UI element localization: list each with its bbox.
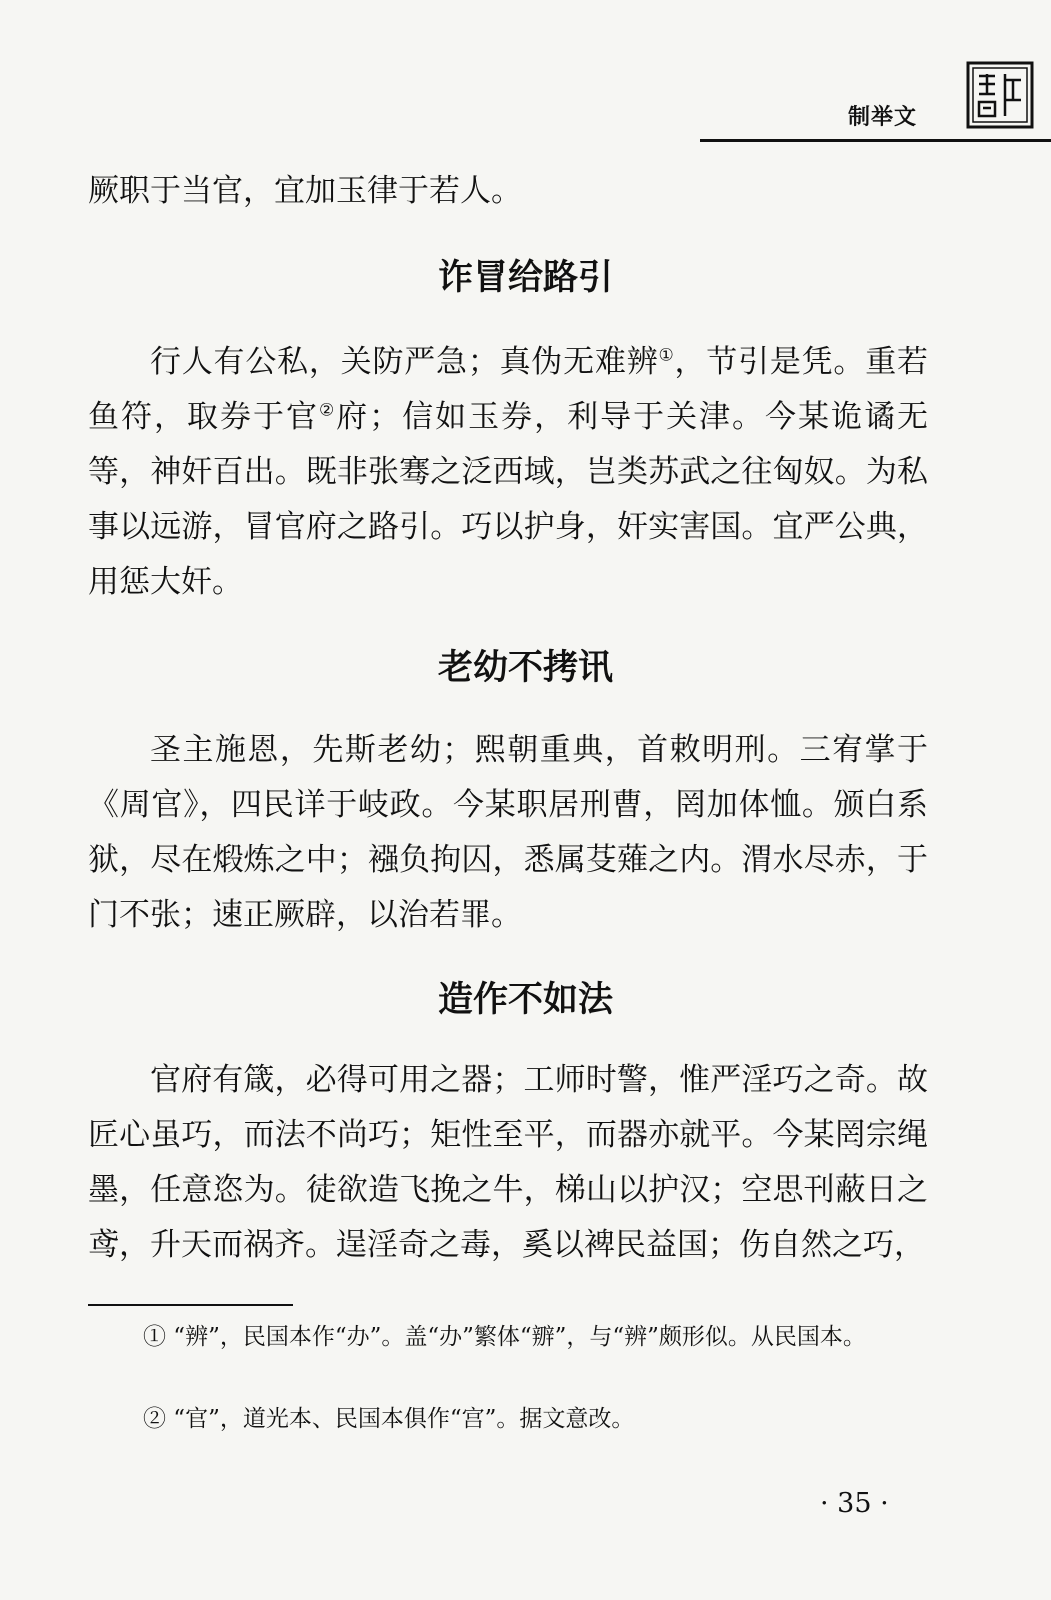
footnote-1: ① “辨”，民国本作“办”。盖“办”繁体“辧”，与“辨”颇形似。从民国本。 — [143, 1324, 866, 1350]
footnote-marker-2: ② — [318, 400, 337, 421]
section-paragraph-1: 行人有公私，关防严急；真伪无难辨①，节引是凭。重若鱼符，取券于官②府；信如玉券，利导于关津。今某诡谲无等，神奸百出。既非张骞之泛西域，岂类苏武之往匈奴。为私事以远游，冒官府之路引。巧以护身，奸实害国。宜严公典，用惩大奸。 — [88, 344, 928, 600]
footnote-2: ② “官”，道光本、民国本俱作“宫”。据文意改。 — [143, 1406, 635, 1432]
footnote-rule — [88, 1304, 293, 1306]
footnote-marker-1: ① — [658, 345, 675, 366]
seal-stamp-icon — [965, 60, 1035, 130]
running-header-title: 制举文 — [848, 105, 918, 130]
section-title-2: 老幼不拷讯 — [437, 648, 613, 688]
section-paragraph-2: 圣主施恩，先斯老幼；熙朝重典，首敕明刑。三宥掌于《周官》，四民详于岐政。今某职居刑曹，罔加体恤。颁白系狱，尽在煅炼之中；襁负拘囚，悉属芟薙之内。渭水尽赤，于门不张；速正厥辟，以治若罪。 — [88, 732, 928, 933]
page-number: · 35 · — [820, 1488, 889, 1519]
section-title-3: 造作不如法 — [437, 980, 613, 1020]
continuation-text: 厥职于当官，宜加玉律于若人。 — [88, 173, 522, 209]
section-paragraph-3: 官府有箴，必得可用之器；工师时警，惟严淫巧之奇。故匠心虽巧，而法不尚巧；矩性至平，而器亦就平。今某罔宗绳墨，任意恣为。徒欲造飞挽之牛，梯山以护汉；空思刊蔽日之鸢，升天而祸齐。逞淫奇之毒，奚以裨民益国；伤自然之巧， — [88, 1062, 928, 1263]
header-rule — [700, 139, 1051, 142]
section-title-1: 诈冒给路引 — [437, 258, 613, 298]
